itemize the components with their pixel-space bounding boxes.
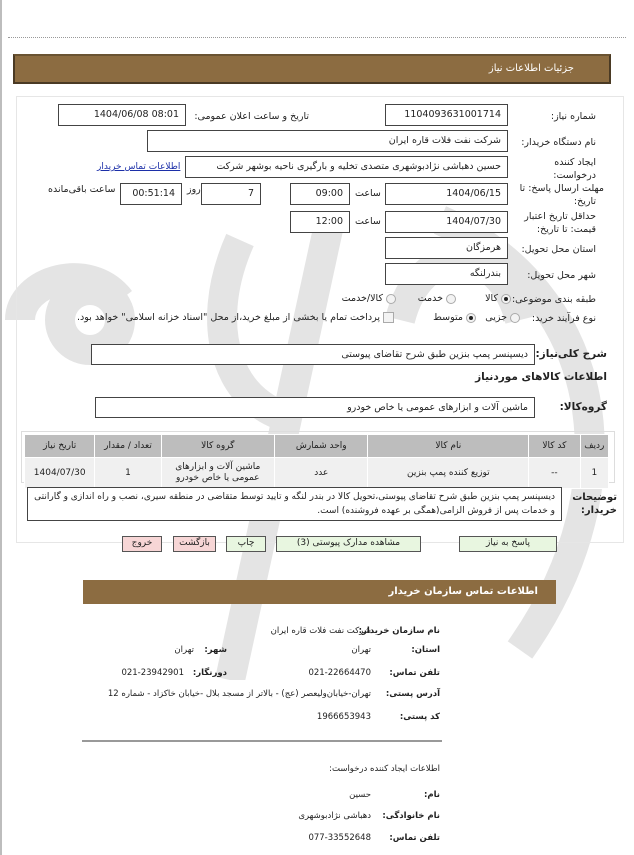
announce-label: تاریخ و ساعت اعلان عمومی: — [194, 111, 309, 122]
page-header — [13, 54, 611, 84]
creator-info-title: اطلاعات ایجاد کننده درخواست: — [329, 764, 440, 774]
cell-row: 1 — [580, 458, 608, 489]
cell-date: 1404/07/30 — [25, 458, 95, 489]
need-number-field: 1104093631001714 — [385, 104, 508, 126]
deadline-time-field: 09:00 — [290, 183, 350, 205]
items-table — [24, 434, 609, 489]
creator-label-2: درخواست: — [553, 170, 596, 181]
validity-label-2: قیمت: تا تاریخ: — [536, 224, 596, 235]
buyer-notes-field: دیسپنسر پمپ بنزین طبق شرح تقاضای پیوستی،تحویل کالا در بندر لنگه و تایید توسط متقاضی در منطقه سیری، نصب و راه اندازی و گارانتی و خدمات پس از فروش الزامی(همگی بر عهده فروشنده) است. — [27, 487, 562, 521]
validity-date-field: 1404/07/30 — [385, 211, 508, 233]
cell-name: توزیع کننده پمپ بنزین — [368, 458, 529, 489]
goods-group-field: ماشین آلات و ابزارهای عمومی یا خاص خودرو — [95, 397, 535, 418]
days-remaining-field: 7 — [201, 183, 261, 205]
summary-field: دیسپنسر پمپ بنزین طبق شرح تقاضای پیوستی — [91, 344, 535, 365]
validity-time-field: 12:00 — [290, 211, 350, 233]
name-label: نام: — [423, 790, 440, 800]
family-name-label: نام خانوادگی: — [382, 811, 440, 821]
buyer-name-field: شرکت نفت فلات قاره ایران — [147, 130, 508, 152]
postal-code-label: کد پستی: — [399, 712, 440, 722]
col-code: کد کالا — [529, 435, 580, 458]
validity-time-label: ساعت — [355, 216, 381, 227]
radio-icon[interactable] — [446, 294, 456, 304]
need-number-label: شماره نیاز: — [550, 111, 596, 122]
deadline-label-2: تاریخ: — [573, 196, 596, 207]
buyer-contact-link[interactable]: اطلاعات تماس خریدار — [97, 162, 181, 172]
goods-info-title: اطلاعات کالاهای موردنیاز — [475, 371, 607, 383]
category-label: طبقه بندی موضوعی: — [511, 294, 596, 305]
city-contact-label: شهر: — [204, 645, 227, 655]
process-option-minor[interactable]: جزیی — [485, 312, 520, 323]
city-contact-value: تهران — [174, 645, 194, 655]
cell-code: -- — [529, 458, 580, 489]
exit-button[interactable]: خروج — [122, 536, 162, 552]
view-attachments-button[interactable]: مشاهده مدارک پیوستی (3) — [276, 536, 421, 552]
page-title: جزئیات اطلاعات نیاز — [488, 63, 574, 74]
radio-icon[interactable] — [386, 294, 396, 304]
table-header-row — [25, 435, 609, 458]
col-date: تاریخ نیاز — [25, 435, 95, 458]
province-label: استان محل تحویل: — [521, 244, 596, 255]
process-label: نوع فرآیند خرید: — [531, 313, 596, 324]
goods-group-label: گروه‌کالا: — [559, 401, 607, 413]
category-option-goods[interactable]: کالا — [485, 293, 511, 304]
name-value: حسین — [349, 790, 371, 800]
radio-selected-icon[interactable] — [466, 313, 476, 323]
cell-quantity: 1 — [95, 458, 161, 489]
phone-label: تلفن تماس: — [389, 668, 440, 678]
summary-label: شرح کلی‌نیاز: — [535, 348, 607, 360]
province-contact-label: استان: — [411, 645, 440, 655]
col-unit: واحد شمارش — [275, 435, 368, 458]
buyer-label: نام دستگاه خریدار: — [521, 137, 596, 148]
days-label: روز — [187, 184, 201, 195]
buyer-notes-label: توضیحات خریدار: — [572, 492, 617, 516]
table-row — [25, 458, 609, 489]
contact-divider — [82, 740, 442, 742]
col-group: گروه کالا — [161, 435, 274, 458]
treasury-payment-option[interactable]: پرداخت تمام یا بخشی از مبلغ خرید،از محل "اسناد خزانه اسلامی" خواهد بود. — [77, 312, 394, 323]
remaining-time-label: ساعت باقی‌مانده — [48, 184, 116, 195]
address-value: تهران-خیابان‌ولیعصر (عج) - بالاتر از مسجد بلال -خیابان خاکزاد - شماره 12 — [107, 689, 371, 699]
print-button[interactable]: چاپ — [226, 536, 266, 552]
province-contact-value: تهران — [351, 645, 371, 655]
category-option-goods-service[interactable]: کالا/خدمت — [342, 293, 396, 304]
col-quantity: تعداد / مقدار — [95, 435, 161, 458]
postal-code-value: 1966653943 — [316, 712, 371, 722]
back-button[interactable]: بازگشت — [173, 536, 216, 552]
contact-header: اطلاعات تماس سازمان خریدار — [83, 580, 556, 604]
deadline-label-1: مهلت ارسال پاسخ: تا — [519, 183, 604, 194]
col-name: نام کالا — [368, 435, 529, 458]
process-option-medium[interactable]: متوسط — [433, 312, 476, 323]
validity-label-1: حداقل تاریخ اعتبار — [524, 211, 596, 222]
radio-selected-icon[interactable] — [501, 294, 511, 304]
announce-datetime-field: 1404/06/08 08:01 — [58, 104, 186, 126]
radio-icon[interactable] — [510, 313, 520, 323]
city-label: شهر محل تحویل: — [527, 270, 596, 281]
org-label: نام سازمان خریدار: — [358, 626, 440, 636]
dotted-divider — [8, 37, 626, 38]
phone-value: 021-22664470 — [308, 668, 371, 678]
city-field: بندرلنگه — [385, 263, 508, 285]
left-border — [0, 0, 2, 855]
family-name-value: دهباشی نژادبوشهری — [298, 811, 371, 821]
cell-group: ماشین آلات و ابزارهای عمومی یا خاص خودرو — [161, 458, 274, 489]
creator-phone-value: 077-33552648 — [308, 833, 371, 843]
checkbox-icon[interactable] — [383, 312, 394, 323]
remaining-time-field: 00:51:14 — [120, 183, 182, 205]
category-option-service[interactable]: خدمت — [418, 293, 456, 304]
fax-value: 021-23942901 — [121, 668, 184, 678]
cell-unit: عدد — [275, 458, 368, 489]
fax-label: دورنگار: — [192, 668, 227, 678]
creator-label-1: ایجاد کننده — [554, 157, 596, 168]
reply-button[interactable]: پاسخ به نیاز — [459, 536, 557, 552]
deadline-date-field: 1404/06/15 — [385, 183, 508, 205]
deadline-time-label: ساعت — [355, 188, 381, 199]
creator-field: حسین دهباشی نژادبوشهری متصدی تخلیه و بارگیری ناحیه بوشهر شرکت — [185, 156, 508, 178]
address-label: آدرس پستی: — [385, 689, 440, 699]
province-field: هرمزگان — [385, 237, 508, 259]
creator-phone-label: تلفن تماس: — [389, 833, 440, 843]
col-row: ردیف — [580, 435, 608, 458]
org-value: شرکت نفت فلات قاره ایران — [270, 626, 371, 636]
